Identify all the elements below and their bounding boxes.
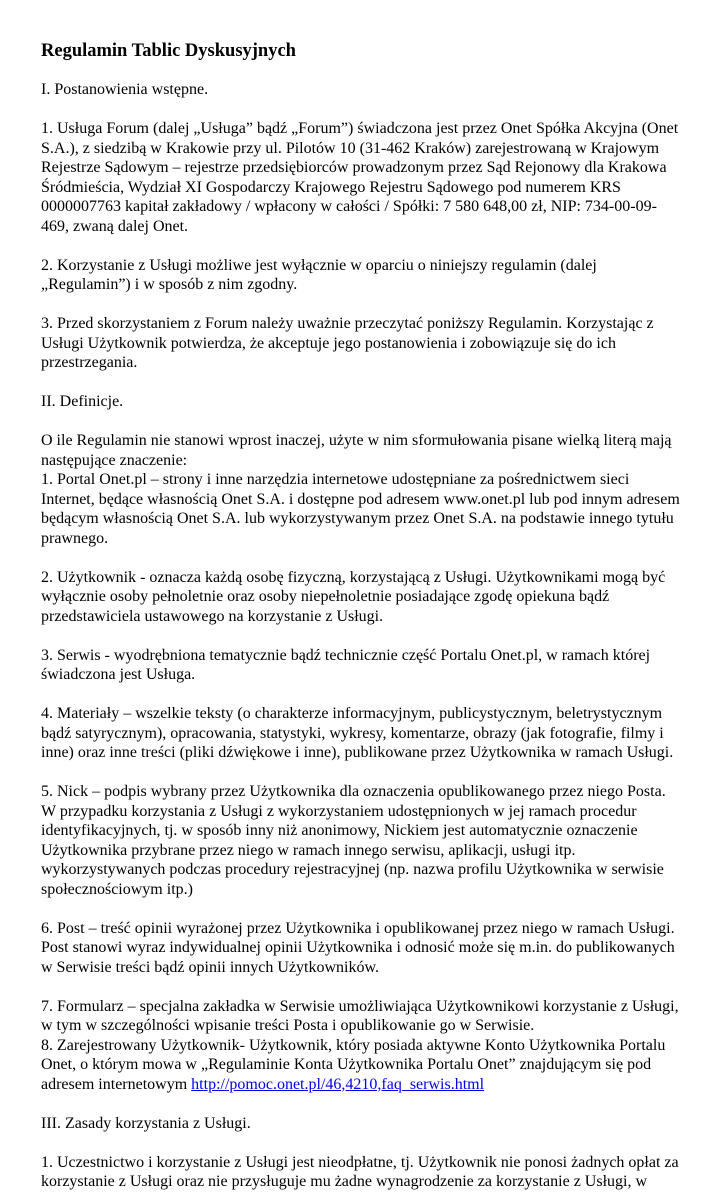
text-run: 6. Post – treść opinii wyrażonej przez Użytkownika i opublikowanej przez niego w ramach Usługi. Post stanowi wyraz indywidualnej opinii Użytkownika i odnosić może się m.in. do publikowanych w Serwisie treści bądź opinii innych Użytkowników.: [41, 919, 675, 976]
text-run: 1. Usługa Forum (dalej „Usługa” bądź „Forum”) świadczona jest przez Onet Spółka Akcyjna (Onet S.A.), z siedzibą w Krakowie przy ul. Pilotów 10 (31-462 Kraków) zarejestrowaną w Krajowym Rejestrze Sądowym – rejestrze przedsiębiorców prowadzonym przez Sąd Rejonowy dla Krakowa Śródmieścia, Wydział XI Gospodarczy Krajowego Rejestru Sądowego pod numerem KRS 0000007763 kapitał zakładowy / wpłacony w całości / Spółki: 7 580 648,00 zł, NIP: 734-00-09-469, zwaną dalej Onet.: [41, 120, 679, 235]
paragraph: [41, 431, 684, 470]
text-run: 4. Materiały – wszelkie teksty (o charakterze informacyjnym, publicystycznym, beletrystycznym bądź satyrycznym), opracowania, statystyki, wykresy, komentarze, obrazy (jak fotografie, filmy i inne) oraz inne treści (pliki dźwiękowe i inne), publikowane przez Użytkownika w ramach Usługi.: [41, 705, 674, 761]
document-title: Regulamin Tablic Dyskusyjnych: [41, 41, 296, 61]
paragraph: [41, 646, 684, 685]
text-block: [41, 704, 684, 763]
paragraph: [41, 392, 684, 412]
text-run: 3. Przed skorzystaniem z Forum należy uważnie przeczytać poniższy Regulamin. Korzystając z Usługi Użytkownik potwierdza, że akceptuje jego postanowienia i zobowiązuje się do ich przestrzegania.: [41, 315, 654, 371]
text-block: [41, 119, 684, 236]
text-block: [41, 1153, 684, 1192]
paragraph: [41, 1114, 684, 1134]
text-run: 1. Uczestnictwo i korzystanie z Usługi jest nieodpłatne, tj. Użytkownik nie ponosi żadnych opłat za korzystanie z Usługi oraz nie przysługuje mu żadne wynagrodzenie za korzystanie z Usługi, w: [41, 1153, 679, 1190]
document-body: [41, 80, 684, 1192]
text-block: [41, 919, 684, 978]
paragraph: [41, 704, 684, 763]
text-block: [41, 997, 684, 1095]
text-run: 8. Zarejestrowany Użytkownik- Użytkownik, który posiada aktywne Konto Użytkownika Portalu Onet, o którym mowa w „Regulaminie Konta Użytkownika Portalu Onet” znajdującym się pod adresem internetowym: [41, 1036, 666, 1093]
paragraph: [41, 470, 684, 548]
text-block: [41, 1114, 684, 1134]
text-run: O ile Regulamin nie stanowi wprost inaczej, użyte w nim sformułowania pisane wielką literą mają następujące znaczenie:: [41, 432, 672, 469]
paragraph: [41, 919, 684, 978]
paragraph: [41, 568, 684, 627]
text-run: 2. Korzystanie z Usługi możliwe jest wyłącznie w oparciu o niniejszy regulamin (dalej „Regulamin”) i w sposób z nim zgodny.: [41, 256, 597, 293]
text-run: 1. Portal Onet.pl – strony i inne narzędzia internetowe udostępniane za pośrednictwem sieci Internet, będące własnością Onet S.A. i dostępne pod adresem www.onet.pl lub pod innym adresem będącym własnością Onet S.A. lub wykorzystywanym przez Onet S.A. na podstawie innego tytułu prawnego.: [41, 471, 680, 547]
text-block: [41, 431, 684, 548]
paragraph: [41, 1036, 684, 1095]
text-run: III. Zasady korzystania z Usługi.: [41, 1114, 251, 1132]
text-run: I. Postanowienia wstępne.: [41, 81, 209, 98]
paragraph: [41, 256, 684, 295]
text-run: 3. Serwis - wyodrębniona tematycznie bądź technicznie część Portalu Onet.pl, w ramach której świadczona jest Usługa.: [41, 646, 651, 683]
paragraph: [41, 1153, 684, 1192]
text-run: 7. Formularz – specjalna zakładka w Serwisie umożliwiająca Użytkownikowi korzystanie z Usługi, w tym w szczególności wpisanie treści Posta i opublikowanie go w Serwisie.: [41, 997, 679, 1034]
regulamin-konta-link[interactable]: http://pomoc.onet.pl/46,4210,faq_serwis.html: [191, 1075, 485, 1093]
text-block: [41, 568, 684, 627]
paragraph: [41, 119, 684, 236]
text-block: [41, 782, 684, 899]
text-run: 2. Użytkownik - oznacza każdą osobę fizyczną, korzystającą z Usługi. Użytkownikami mogą być wyłącznie osoby pełnoletnie oraz osoby niepełnoletnie posiadające zgodę opiekuna bądź przedstawiciela ustawowego na korzystanie z Usługi.: [41, 568, 666, 625]
paragraph: [41, 314, 684, 373]
text-block: [41, 646, 684, 685]
text-block: [41, 80, 684, 100]
text-block: [41, 314, 684, 373]
text-block: [41, 256, 684, 295]
text-run: II. Definicje.: [41, 393, 124, 410]
text-block: [41, 392, 684, 412]
text-run: 5. Nick – podpis wybrany przez Użytkownika dla oznaczenia opublikowanego przez niego Posta. W przypadku korzystania z Usługi z wykorzystaniem udostępnionych w jej ramach procedur identyfikacyjnych, tj. w sposób inny niż anonimowy, Nickiem jest automatycznie oznaczenie Użytkownika przybrane przez niego w ramach innego serwisu, aplikacji, usługi itp. wykorzystywanych podczas procedury rejestracyjnej (np. nazwa profilu Użytkownika w serwisie społecznościowym itp.): [41, 783, 666, 898]
paragraph: [41, 997, 684, 1036]
paragraph: [41, 782, 684, 899]
paragraph: [41, 80, 684, 100]
